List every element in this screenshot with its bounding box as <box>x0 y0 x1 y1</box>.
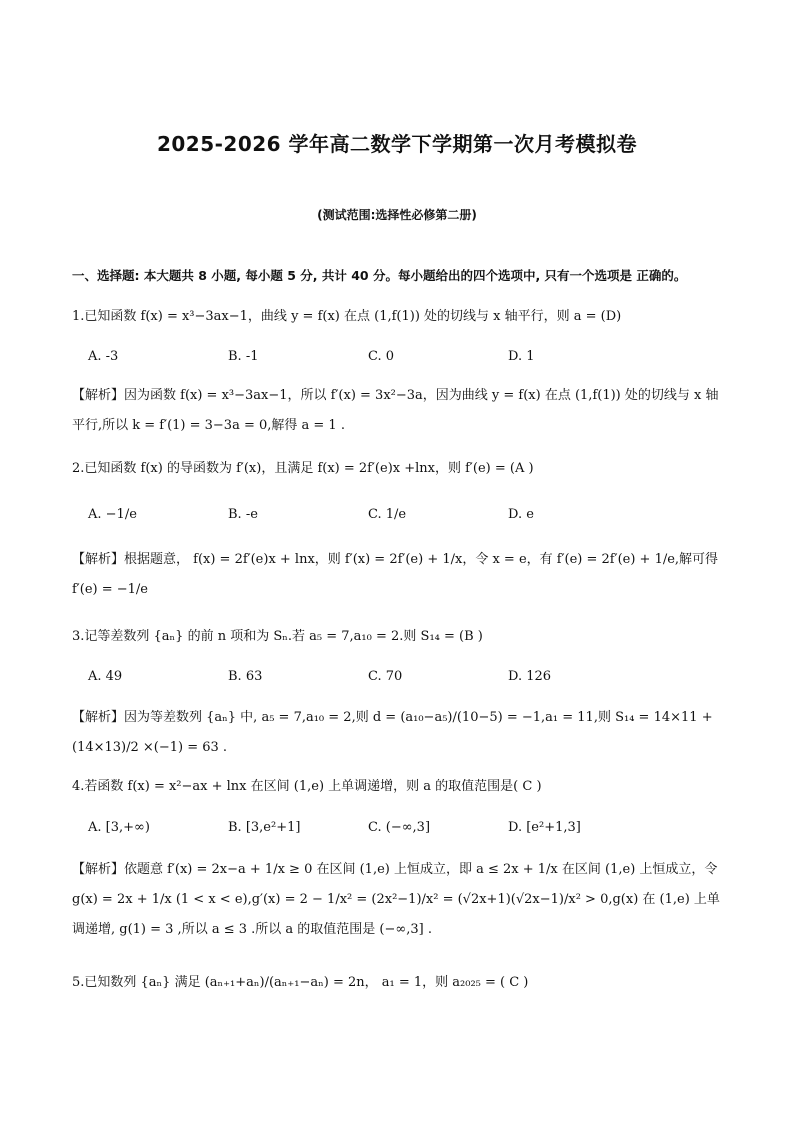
page-title: 2025-2026 学年高二数学下学期第一次月考模拟卷 <box>156 132 638 156</box>
question-1-option-b: B. -1 <box>228 349 259 364</box>
question-3-explanation: 【解析】因为等差数列 {aₙ} 中, a₅ = 7,a₁₀ = 2,则 d = (a₁₀−a₅)/(10−5) = −1,a₁ = 11,则 S₁₄ = 14×11 + (14×13)/2 ×(−1) = 63 . <box>72 710 713 755</box>
question-2-explanation: 【解析】根据题意， f(x) = 2f′(e)x + lnx，则 f′(x) = 2f′(e) + 1/x，令 x = e，有 f′(e) = 2f′(e) + 1/e,解可得 f′(e) = −1/e <box>72 552 719 597</box>
question-4-option-d: D. [e²+1,3] <box>508 820 581 835</box>
section-heading: 一、选择题: 本大题共 8 小题, 每小题 5 分, 共计 40 分。每小题给出的四个选项中, 只有一个选项是 正确的。 <box>72 268 687 283</box>
question-2-stem: 2.已知函数 f(x) 的导函数为 f′(x)，且满足 f(x) = 2f′(e)x +lnx，则 f′(e) = (A ) <box>72 461 534 476</box>
question-4-option-a: A. [3,+∞) <box>88 820 150 835</box>
question-4-option-b: B. [3,e²+1] <box>228 820 301 835</box>
question-1-stem: 1.已知函数 f(x) = x³−3ax−1，曲线 y = f(x) 在点 (1,f(1)) 处的切线与 x 轴平行，则 a = (D) <box>72 309 622 324</box>
question-1-option-a: A. -3 <box>88 349 119 364</box>
question-3-option-b: B. 63 <box>228 669 263 684</box>
question-2-option-b: B. -e <box>228 507 258 522</box>
question-2-option-c: C. 1/e <box>368 507 407 522</box>
question-4-stem: 4.若函数 f(x) = x²−ax + lnx 在区间 (1,e) 上单调递增，则 a 的取值范围是( C ) <box>72 779 542 794</box>
question-3-stem: 3.记等差数列 {aₙ} 的前 n 项和为 Sₙ.若 a₅ = 7,a₁₀ = 2.则 S₁₄ = (B ) <box>72 629 483 644</box>
question-4-option-c: C. (−∞,3] <box>368 820 431 835</box>
question-3-option-c: C. 70 <box>368 669 403 684</box>
question-1-explanation: 【解析】因为函数 f(x) = x³−3ax−1，所以 f′(x) = 3x²−3a，因为曲线 y = f(x) 在点 (1,f(1)) 处的切线与 x 轴平行,所以 k = f′(1) = 3−3a = 0,解得 a = 1 . <box>72 388 719 433</box>
question-1-option-d: D. 1 <box>508 349 535 364</box>
question-1-option-c: C. 0 <box>368 349 395 364</box>
question-4-explanation: 【解析】依题意 f′(x) = 2x−a + 1/x ≥ 0 在区间 (1,e) 上恒成立，即 a ≤ 2x + 1/x 在区间 (1,e) 上恒成立，令 g(x) = 2x + 1/x (1 < x < e),g′(x) = 2 − 1/x² = (2x²−1)/x² = (√2x+1)(√2x−1)/x² > 0,g(x) 在 (1,e) 上单调递增, g(1) = 3 ,所以 a ≤ 3 .所以 a 的取值范围是 (−∞,3] . <box>72 862 720 937</box>
question-3-option-d: D. 126 <box>508 669 552 684</box>
question-5-stem: 5.已知数列 {aₙ} 满足 (aₙ₊₁+aₙ)/(aₙ₊₁−aₙ) = 2n， a₁ = 1，则 a₂₀₂₅ = ( C ) <box>72 975 529 990</box>
question-2-option-d: D. e <box>508 507 534 522</box>
question-3-option-a: A. 49 <box>88 669 123 684</box>
question-2-option-a: A. −1/e <box>88 507 137 522</box>
page-subtitle: (测试范围:选择性必修第二册) <box>317 208 477 222</box>
